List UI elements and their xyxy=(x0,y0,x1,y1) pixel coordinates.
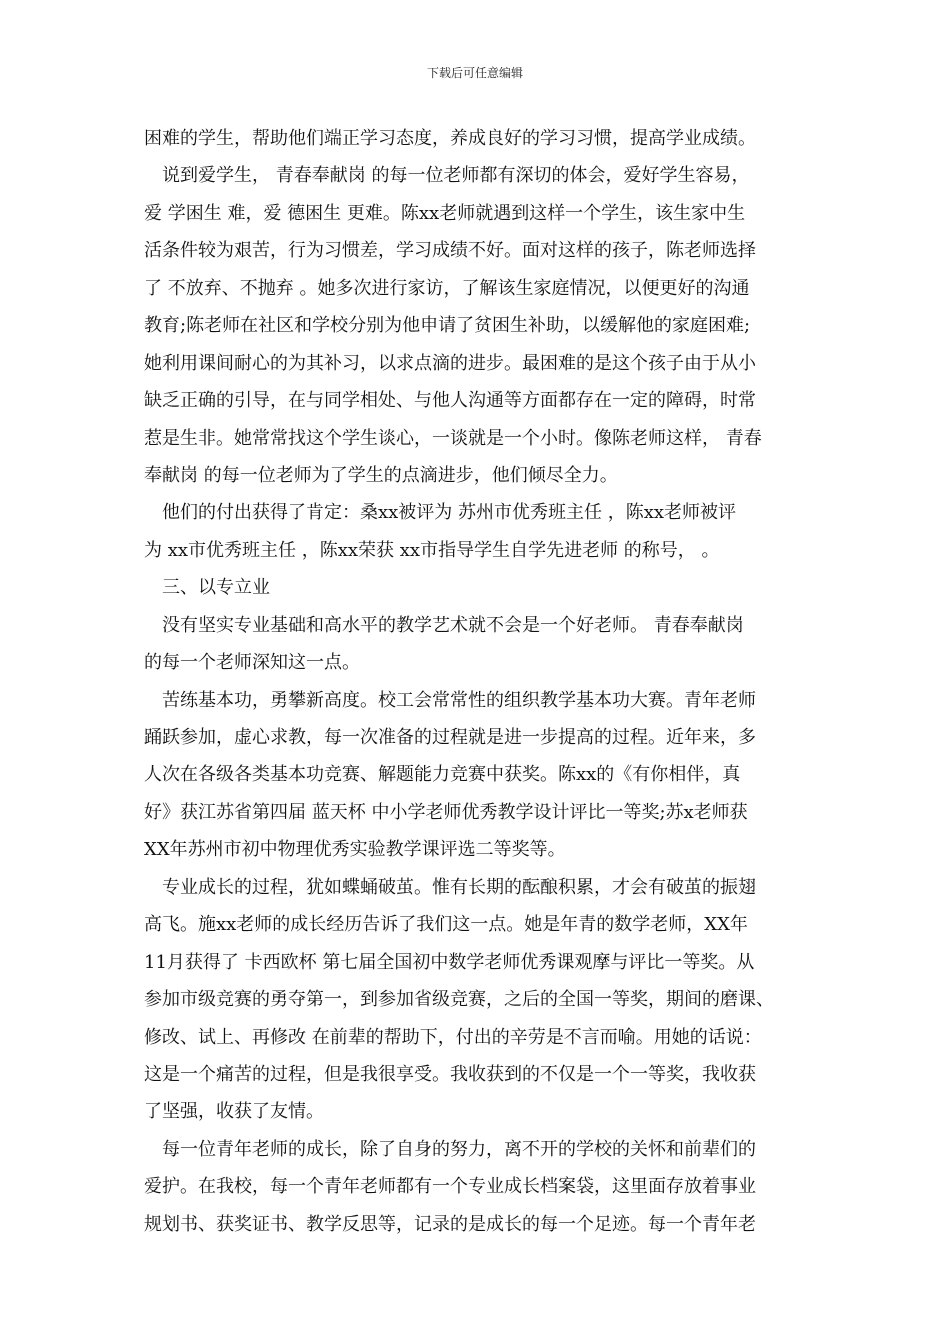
text-line: 他们的付出获得了肯定：桑xx被评为 苏州市优秀班主任 ，陈xx老师被评 xyxy=(162,502,737,524)
text-line: 规划书、获奖证书、教学反思等，记录的是成长的每一个足迹。每一个青年老 xyxy=(144,1213,756,1235)
text-line: 爱 学困生 难，爱 德困生 更难。陈xx老师就遇到这样一个学生，该生家中生 xyxy=(144,202,746,224)
text-line: 修改、试上、再修改 在前辈的帮助下，付出的辛劳是不言而喻。用她的话说： xyxy=(144,1026,762,1048)
text-line: 惹是生非。她常常找这个学生谈心，一谈就是一个小时。像陈老师这样， 青春 xyxy=(144,427,762,449)
text-line: 她利用课间耐心的为其补习，以求点滴的进步。最困难的是这个孩子由于从小 xyxy=(144,352,756,374)
text-line: 爱护。在我校，每一个青年老师都有一个专业成长档案袋，这里面存放着事业 xyxy=(144,1176,756,1198)
page-header-note: 下载后可任意编辑 xyxy=(426,66,523,80)
text-line: 三、以专立业 xyxy=(162,577,270,599)
text-line: 苦练基本功，勇攀新高度。校工会常常性的组织教学基本功大赛。青年老师 xyxy=(162,689,756,711)
text-line: 参加市级竞赛的勇夺第一，到参加省级竞赛，之后的全国一等奖，期间的磨课、 xyxy=(144,989,774,1011)
text-line: 这是一个痛苦的过程，但是我很享受。我收获到的不仅是一个一等奖，我收获 xyxy=(144,1063,756,1085)
text-line: 活条件较为艰苦，行为习惯差，学习成绩不好。面对这样的孩子，陈老师选择 xyxy=(144,240,756,262)
text-line: 人次在各级各类基本功竞赛、解题能力竞赛中获奖。陈xx的《有你相伴，真 xyxy=(144,764,741,786)
text-line: 没有坚实专业基础和高水平的教学艺术就不会是一个好老师。 青春奉献岗 xyxy=(162,614,744,636)
text-line: XX年苏州市初中物理优秀实验教学课评选二等奖等。 xyxy=(144,839,566,861)
text-line: 高飞。施xx老师的成长经历告诉了我们这一点。她是年青的数学老师，XX年 xyxy=(144,914,748,936)
text-line: 为 xx市优秀班主任 ，陈xx荣获 xx市指导学生自学先进老师 的称号， 。 xyxy=(144,539,720,561)
text-line: 11月获得了 卡西欧杯 第七届全国初中数学老师优秀课观摩与评比一等奖。从 xyxy=(144,951,755,973)
text-line: 好》获江苏省第四届 蓝天杯 中小学老师优秀教学设计评比一等奖;苏x老师获 xyxy=(144,801,748,823)
text-line: 困难的学生，帮助他们端正学习态度，养成良好的学习习惯，提高学业成绩。 xyxy=(144,128,756,149)
text-line: 踊跃参加，虚心求教，每一次准备的过程就是进一步提高的过程。近年来，多 xyxy=(144,727,756,748)
text-line: 教育;陈老师在社区和学校分别为他申请了贫困生补助，以缓解他的家庭困难; xyxy=(144,315,751,337)
text-line: 说到爱学生， 青春奉献岗 的每一位老师都有深切的体会，爱好学生容易， xyxy=(162,165,750,187)
document-body xyxy=(144,120,810,1243)
text-line: 每一位青年老师的成长，除了自身的努力，离不开的学校的关怀和前辈们的 xyxy=(162,1138,756,1160)
text-line: 了 不放弃、不抛弃 。她多次进行家访，了解该生家庭情况，以便更好的沟通 xyxy=(144,277,750,299)
text-line: 奉献岗 的每一位老师为了学生的点滴进步，他们倾尽全力。 xyxy=(144,464,618,486)
text-line: 的每一个老师深知这一点。 xyxy=(144,652,360,674)
text-line: 了坚强，收获了友情。 xyxy=(144,1101,324,1123)
text-line: 缺乏正确的引导，在与同学相处、与他人沟通等方面都存在一定的障碍，时常 xyxy=(144,390,756,412)
text-line: 专业成长的过程，犹如蝶蛹破茧。惟有长期的酝酿积累，才会有破茧的振翅 xyxy=(162,876,756,898)
